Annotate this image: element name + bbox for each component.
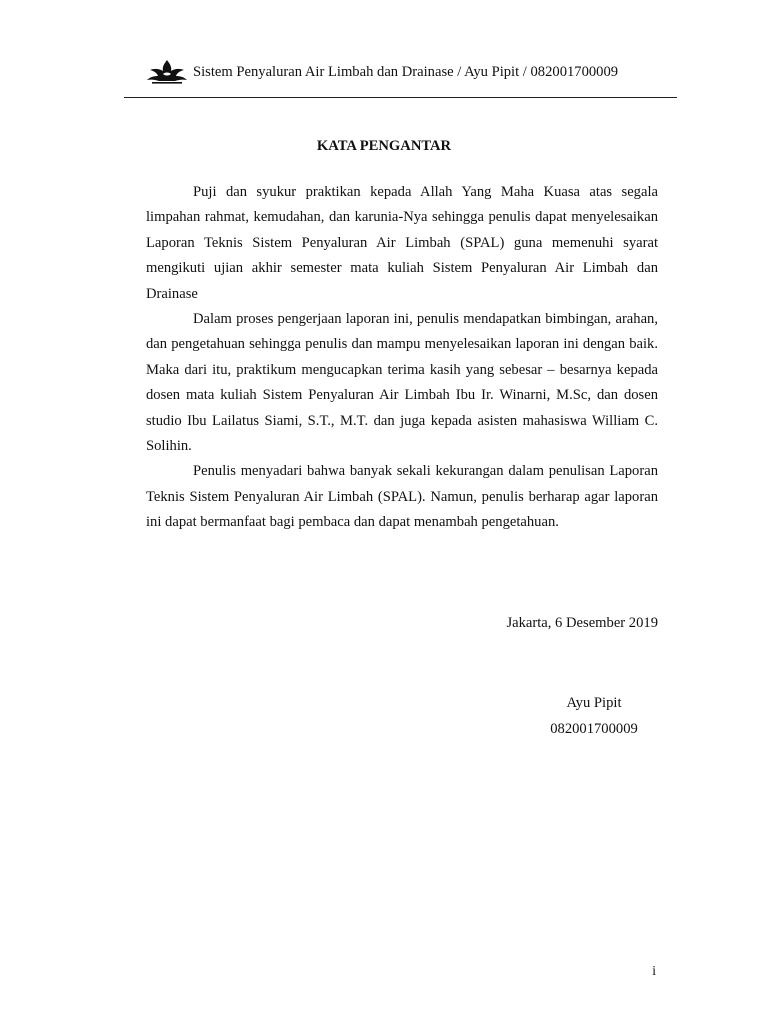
paragraph: Dalam proses pengerjaan laporan ini, penulis mendapatkan bimbingan, arahan, dan pengetahuan sehingga penulis dan mampu menyelesaikan laporan ini dengan baik. Maka dari itu, praktikum mengucapkan terima kasih yang sebesar – besarnya kepada dosen mata kuliah Sistem Penyaluran Air Limbah Ibu Ir. Winarni, M.Sc, dan dosen studio Ibu Lailatus Siami, S.T., M.T. dan juga kepada asisten mahasiswa William C. Solihin. — [146, 311, 658, 455]
header-divider — [124, 97, 677, 98]
header-title: Sistem Penyaluran Air Limbah dan Drainase / Ayu Pipit / 082001700009 — [193, 64, 619, 80]
page-number: i — [652, 963, 656, 978]
signer-name: Ayu Pipit — [566, 695, 622, 711]
university-emblem-icon — [146, 58, 188, 84]
signature-block — [540, 690, 648, 742]
paragraph: Penulis menyadari bahwa banyak sekali kekurangan dalam penulisan Laporan Teknis Sistem Penyaluran Air Limbah (SPAL). Namun, penulis berharap agar laporan ini dapat bermanfaat bagi pembaca dan dapat menambah pengetahuan. — [146, 463, 658, 531]
signer-id: 082001700009 — [550, 721, 638, 737]
paragraph: Puji dan syukur praktikan kepada Allah Yang Maha Kuasa atas segala limpahan rahmat, kemudahan, dan karunia-Nya sehingga penulis dapat menyelesaikan Laporan Teknis Sistem Penyaluran Air Limbah (SPAL) guna memenuhi syarat mengikuti ujian akhir semester mata kuliah Sistem Penyaluran Air Limbah dan Drainase — [146, 184, 658, 302]
page-title: KATA PENGANTAR — [316, 138, 452, 154]
page-header — [146, 58, 676, 88]
document-body — [146, 180, 658, 536]
place-date: Jakarta, 6 Desember 2019 — [506, 615, 658, 631]
